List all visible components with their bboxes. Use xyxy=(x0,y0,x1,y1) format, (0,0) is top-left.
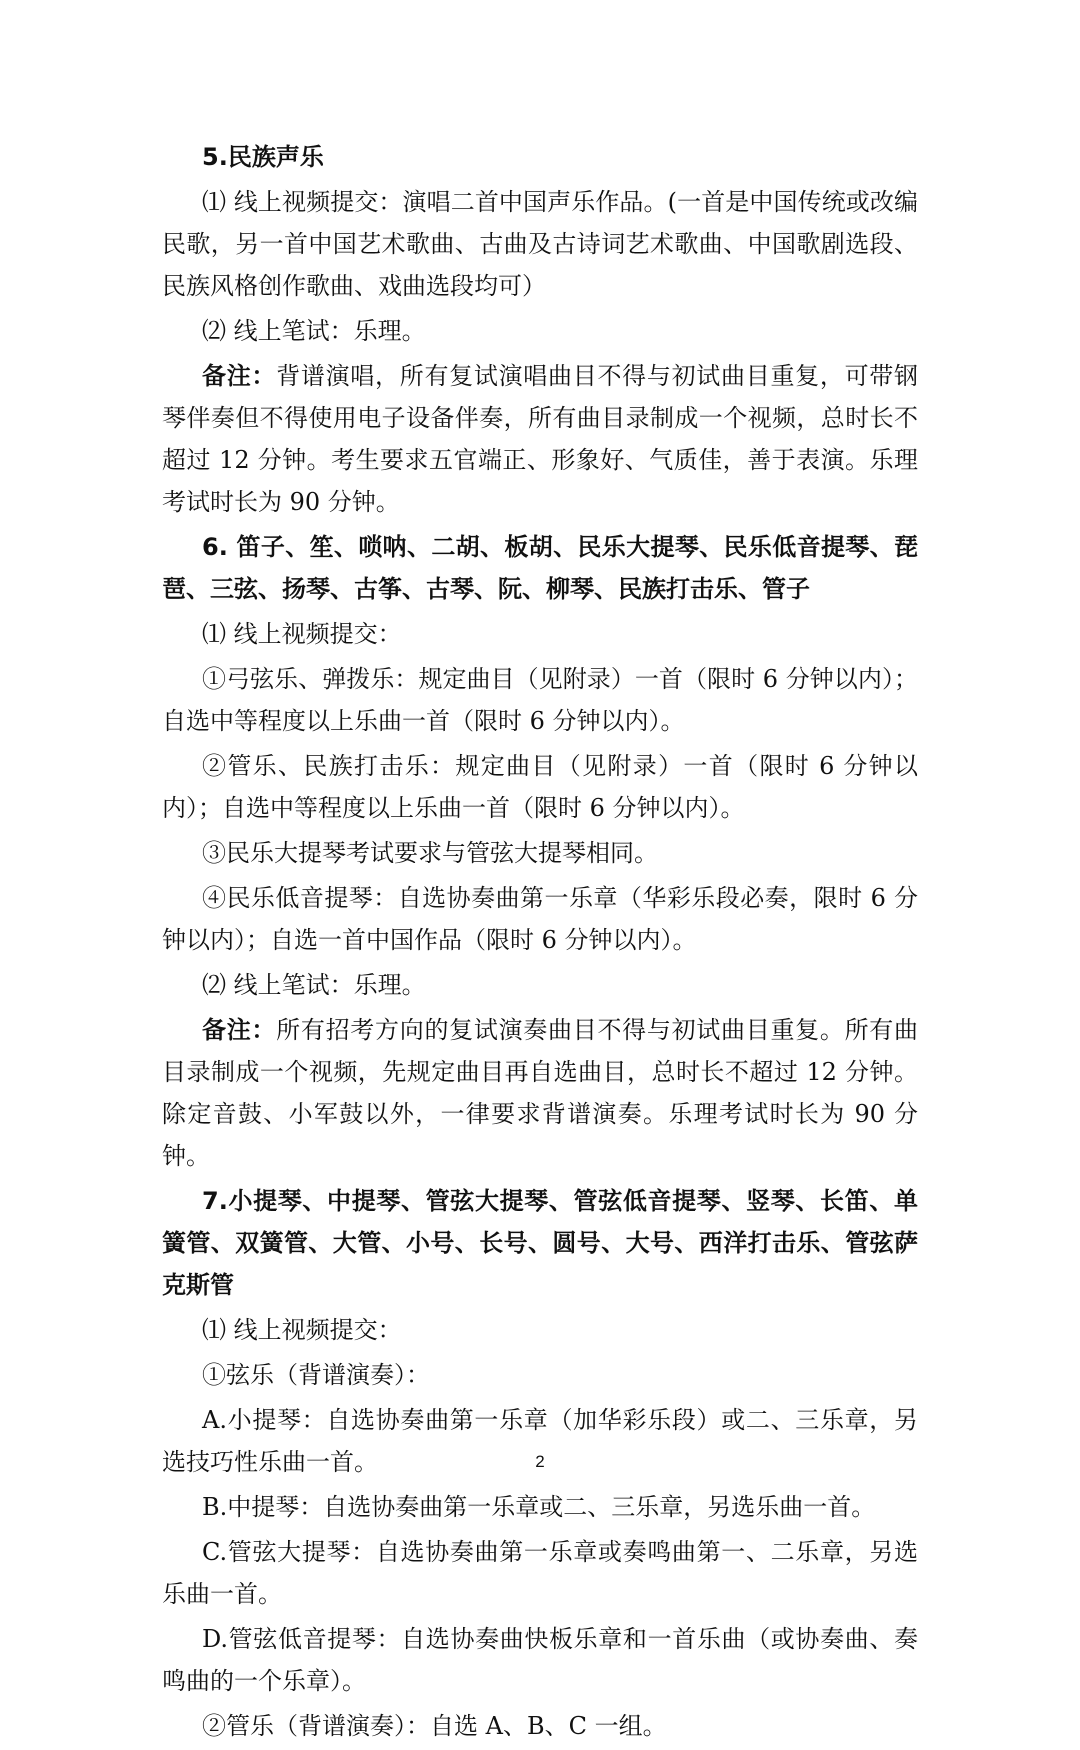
paragraph: A.小提琴：自选协奏曲第一乐章（加华彩乐段）或二、三乐章，另选技巧性乐曲一首。 xyxy=(162,1406,918,1476)
paragraph: ⑵ 线上笔试：乐理。 xyxy=(202,317,426,345)
paragraph: ①弓弦乐、弹拨乐：规定曲目（见附录）一首（限时 6 分钟以内）；自选中等程度以上乐曲一首（限时 6 分钟以内）。 xyxy=(162,665,918,735)
note-paragraph xyxy=(162,1009,918,1177)
note-label: 备注： xyxy=(202,362,277,390)
paragraph: ②管乐、民族打击乐：规定曲目（见附录）一首（限时 6 分钟以内）；自选中等程度以上乐曲一首（限时 6 分钟以内）。 xyxy=(162,752,918,822)
paragraph: ⑴ 线上视频提交： xyxy=(202,620,402,648)
paragraph: ③民乐大提琴考试要求与管弦大提琴相同。 xyxy=(202,839,658,867)
paragraph: B.中提琴：自选协奏曲第一乐章或二、三乐章，另选乐曲一首。 xyxy=(202,1493,876,1521)
document-page xyxy=(162,136,918,1750)
note-label: 备注： xyxy=(202,1016,277,1044)
note-paragraph xyxy=(162,355,918,523)
note-text: 所有招考方向的复试演奏曲目不得与初试曲目重复。所有曲目录制成一个视频，先规定曲目再自选曲目，总时长不超过 12 分钟。除定音鼓、小军鼓以外，一律要求背谱演奏。乐理考试时长为 90 分钟。 xyxy=(162,1016,919,1170)
note-text: 背谱演唱，所有复试演唱曲目不得与初试曲目重复，可带钢琴伴奏但不得使用电子设备伴奏，所有曲目录制成一个视频，总时长不超过 12 分钟。考生要求五官端正、形象好、气质佳，善于表演。乐理考试时长为 90 分钟。 xyxy=(162,362,919,516)
paragraph: C.管弦大提琴：自选协奏曲第一乐章或奏鸣曲第一、二乐章，另选乐曲一首。 xyxy=(162,1538,918,1608)
paragraph: D.管弦低音提琴：自选协奏曲快板乐章和一首乐曲（或协奏曲、奏鸣曲的一个乐章）。 xyxy=(162,1625,918,1695)
paragraph: ④民乐低音提琴：自选协奏曲第一乐章（华彩乐段必奏，限时 6 分钟以内）；自选一首中国作品（限时 6 分钟以内）。 xyxy=(162,884,918,954)
paragraph: ⑴ 线上视频提交：演唱二首中国声乐作品。(一首是中国传统或改编民歌，另一首中国艺术歌曲、古曲及古诗词艺术歌曲、中国歌剧选段、民族风格创作歌曲、戏曲选段均可） xyxy=(162,188,918,300)
page-number: 2 xyxy=(535,1452,545,1471)
section-heading-western-instruments: 7.小提琴、中提琴、管弦大提琴、管弦低音提琴、竖琴、长笛、单簧管、双簧管、大管、小号、长号、圆号、大号、西洋打击乐、管弦萨克斯管 xyxy=(162,1187,918,1299)
paragraph: ②管乐（背谱演奏）：自选 A、B、C 一组。 xyxy=(202,1712,667,1740)
paragraph: ⑵ 线上笔试：乐理。 xyxy=(202,971,426,999)
section-heading-vocal: 5.民族声乐 xyxy=(202,143,324,171)
paragraph: ①弦乐（背谱演奏）： xyxy=(202,1361,430,1389)
paragraph: ⑴ 线上视频提交： xyxy=(202,1316,402,1344)
section-heading-folk-instruments: 6. 笛子、笙、唢呐、二胡、板胡、民乐大提琴、民乐低音提琴、琵琶、三弦、扬琴、古筝、古琴、阮、柳琴、民族打击乐、管子 xyxy=(162,533,918,603)
